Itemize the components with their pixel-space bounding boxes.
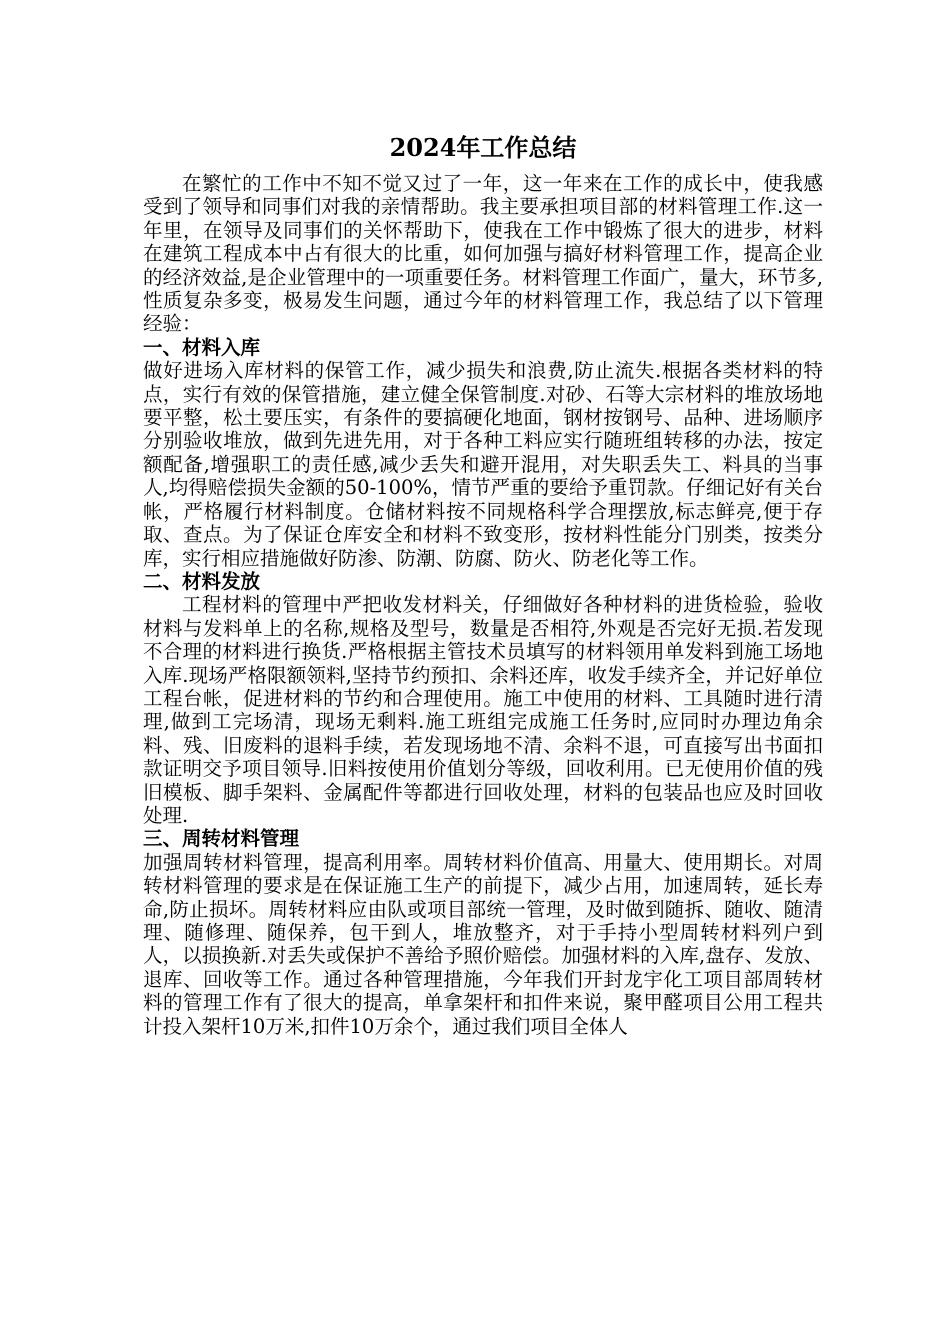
section-body: 加强周转材料管理，提高利用率。周转材料价值高、用量大、使用期长。对周转材料管理的要求是在保证施工生产的前提下，减少占用，加速周转，延长寿命,防止损坏。周转材料应由队或项目部统一管理，及时做到随拆、随收、随清理、随修理、随保养，包干到人，堆放整齐，对于手持小型周转材料列户到人，以损换新.对丢失或保护不善给予照价赔偿。加强材料的入库,盘存、发放、退库、回收等工作。通过各种管理措施，今年我们开封龙宇化工项目部周转材料的管理工作有了很大的提高，单拿架杆和扣件来说，聚甲醛项目公用工程共计投入架杆10万米,扣件10万余个，通过我们项目全体人: [143, 850, 823, 1038]
section-material-storage: [143, 336, 823, 570]
document-page: [143, 128, 823, 1038]
section-revolving-material: [143, 827, 823, 1038]
section-body: 工程材料的管理中严把收发材料关，仔细做好各种材料的进货检验，验收材料与发料单上的名称,规格及型号，数量是否相符,外观是否完好无损.若发现不合理的材料进行换货.严格根据主管技术员填写的材料领用单发料到施工场地入库.现场严格限额领料,坚持节约预扣、余料还库，收发手续齐全，并记好单位工程台帐，促进材料的节约和合理使用。施工中使用的材料、工具随时进行清理,做到工完场清，现场无剩料.施工班组完成施工任务时,应同时办理边角余料、残、旧废料的退料手续，若发现场地不清、余料不退，可直接写出书面扣款证明交予项目领导.旧料按使用价值划分等级，回收利用。已无使用价值的残旧模板、脚手架料、金属配件等都进行回收处理，材料的包装品也应及时回收处理.: [143, 593, 823, 827]
document-title: 2024年工作总结: [389, 133, 577, 162]
section-body: 做好进场入库材料的保管工作，减少损失和浪费,防止流失.根据各类材料的特点，实行有效的保管措施，建立健全保管制度.对砂、石等大宗材料的堆放场地要平整，松土要压实，有条件的要搞硬化地面，钢材按钢号、品种、进场顺序分别验收堆放，做到先进先用，对于各种工料应实行随班组转移的办法，按定额配备,增强职工的责任感,减少丢失和避开混用，对失职丢失工、料具的当事人,均得赔偿损失金额的50-100%，情节严重的要给予重罚款。仔细记好有关台帐，严格履行材料制度。仓储材料按不同规格科学合理摆放,标志鲜亮,便于存取、查点。为了保证仓库安全和材料不致变形，按材料性能分门别类，按类分库，实行相应措施做好防渗、防潮、防腐、防火、防老化等工作。: [143, 359, 823, 570]
section-heading: 三、周转材料管理: [143, 827, 300, 851]
section-heading: 二、材料发放: [143, 569, 261, 593]
intro-paragraph: 在繁忙的工作中不知不觉又过了一年，这一年来在工作的成长中，使我感受到了领导和同事们对我的亲情帮助。我主要承担项目部的材料管理工作.这一年里，在领导及同事们的关怀帮助下，使我在工作中锻炼了很大的进步，材料在建筑工程成本中占有很大的比重，如何加强与搞好材料管理工作，提高企业的经济效益,是企业管理中的一项重要任务。材料管理工作面广，量大，环节多,性质复杂多变，极易发生问题，通过今年的材料管理工作，我总结了以下管理经验：: [143, 172, 823, 336]
section-heading: 一、材料入库: [143, 335, 261, 359]
section-material-issuing: [143, 570, 823, 827]
